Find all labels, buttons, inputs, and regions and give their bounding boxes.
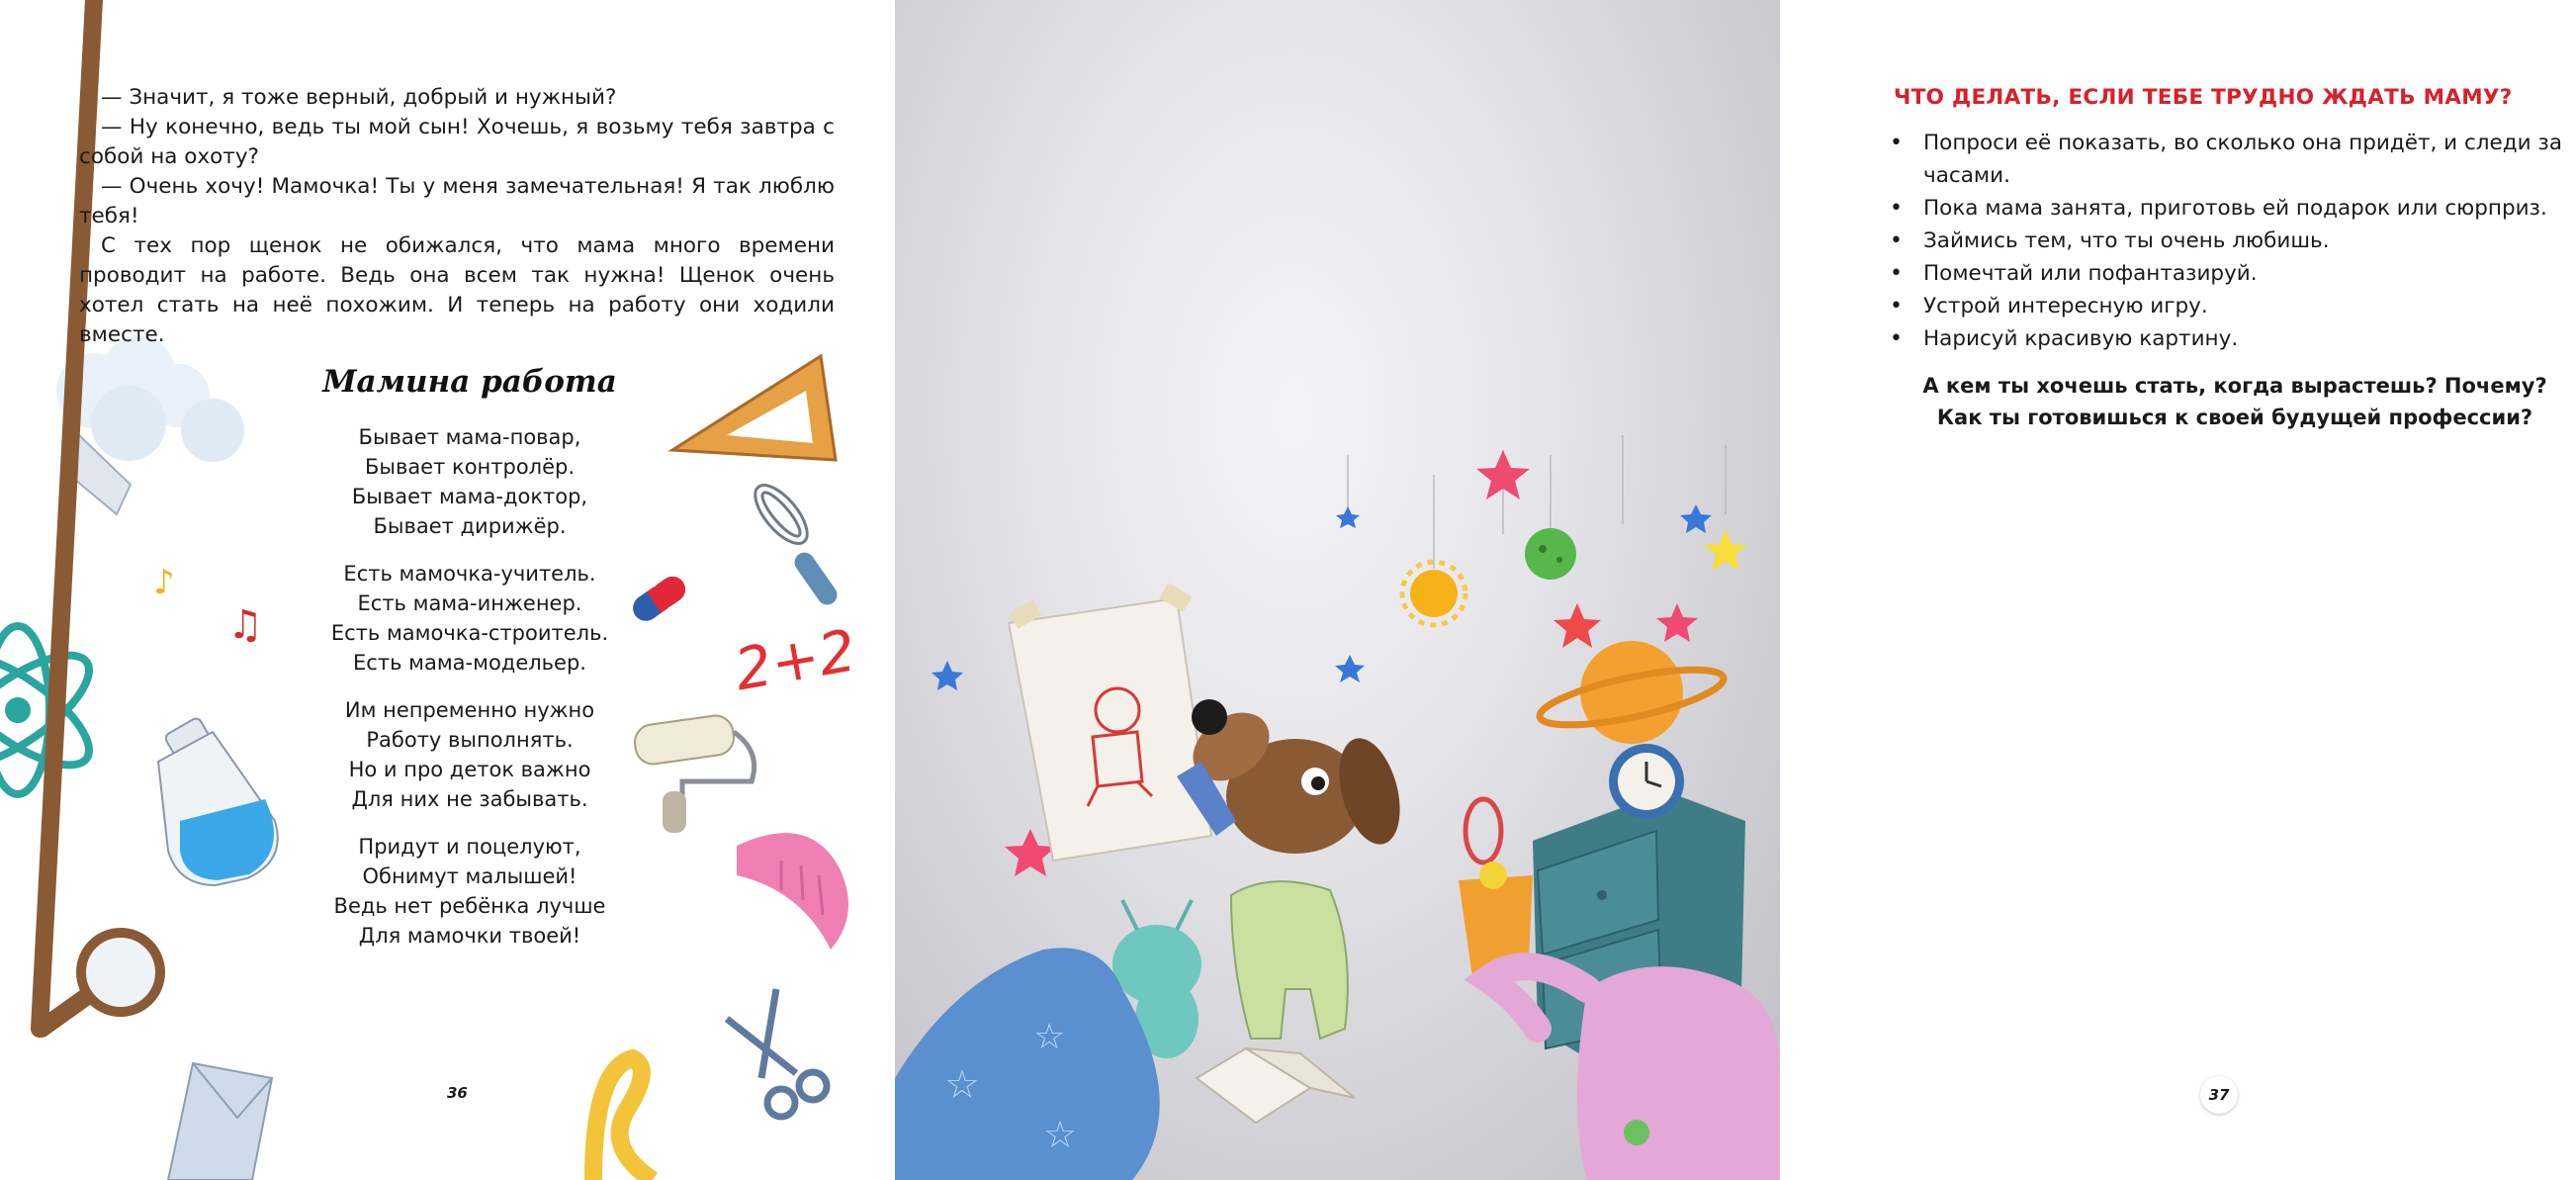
story-paragraph: С тех пор щенок не обижался, что мама много времени проводит на работе. Ведь она всем так нужна! Щенок очень хотел стать на неё похожим. И теперь на работу они ходили вместе.: [79, 233, 835, 347]
tips-list: [1888, 127, 2570, 355]
star-icon: [1335, 655, 1365, 682]
left-page: [0, 0, 895, 1180]
poem-line: Обнимут малышей!: [362, 864, 577, 888]
story-paragraph: — Значит, я тоже верный, добрый и нужный?: [101, 85, 617, 110]
poem-line: Для мамочки твоей!: [358, 924, 581, 948]
poem-line: Бывает дирижёр.: [373, 514, 567, 538]
poem-line: Для них не забывать.: [351, 787, 588, 811]
poem-line: Придут и поцелуют,: [358, 835, 581, 859]
list-item: • Попроси её показать, во сколько она придёт, и следи за часами.: [1888, 127, 2570, 192]
alarm-clock-icon: [1609, 744, 1684, 819]
poem-line: Есть мама-инженер.: [357, 591, 582, 615]
book-icon: [1197, 1048, 1355, 1123]
star-icon: [932, 661, 963, 690]
music-note-icon: ♫: [227, 602, 263, 648]
story-text: [79, 83, 835, 350]
poem-line: Но и про деток важно: [348, 758, 591, 781]
poem-line: Бывает мама-повар,: [358, 425, 581, 449]
list-item: • Устрой интересную игру.: [1888, 290, 2570, 322]
poem-line: Им непременно нужно: [344, 698, 595, 722]
sun-icon: [1402, 562, 1466, 625]
page-number: 36: [447, 1084, 468, 1102]
star-icon: [1680, 504, 1712, 533]
list-item: • Пока мама занята, приготовь ей подарок или сюрприз.: [1888, 192, 2570, 225]
story-paragraph: — Очень хочу! Мамочка! Ты у меня замечательная! Я так люблю тебя!: [79, 174, 835, 228]
star-icon: [1336, 506, 1360, 528]
poem-line: Есть мамочка-строитель.: [330, 621, 609, 645]
page-number: 37: [2200, 1076, 2238, 1114]
poem-line: Бывает контролёр.: [364, 455, 576, 479]
tips-title: ЧТО ДЕЛАТЬ, ЕСЛИ ТЕБЕ ТРУДНО ЖДАТЬ МАМУ?: [1894, 85, 2513, 110]
right-page-illustration: [895, 0, 1780, 1180]
question-line: А кем ты хочешь стать, когда вырастешь? Почему?: [1922, 374, 2547, 398]
right-page: [895, 0, 2563, 1180]
poem: [277, 422, 663, 968]
scissors-icon: [727, 989, 827, 1117]
comb-icon: [737, 833, 848, 950]
poem-line: Работу выполнять.: [366, 728, 574, 752]
poem-line: Бывает мама-доктор,: [351, 485, 588, 508]
poem-line: Есть мама-модельер.: [353, 651, 586, 675]
story-paragraph: — Ну конечно, ведь ты мой сын! Хочешь, я возьму тебя завтра с собой на охоту?: [79, 115, 835, 169]
discussion-question: [1894, 370, 2576, 433]
poem-stanza: [277, 695, 663, 814]
list-item: • Нарисуй красивую картину.: [1888, 322, 2570, 355]
chef-hat-icon: [56, 335, 244, 514]
poem-stanza: [277, 559, 663, 678]
math-label: 2+2: [730, 616, 861, 704]
svg-text:☆: ☆: [1043, 1113, 1078, 1156]
poem-stanza: [277, 422, 663, 541]
flask-icon: [158, 716, 278, 885]
poem-title: Мамина работа: [322, 364, 617, 400]
list-item: • Займись тем, что ты очень любишь.: [1888, 225, 2570, 257]
whisk-icon: [747, 477, 842, 608]
planet-icon: [1525, 528, 1576, 580]
star-icon: [1656, 603, 1698, 642]
triangle-ruler-icon: [672, 356, 836, 460]
list-item: • Помечтай или пофантазируй.: [1888, 257, 2570, 290]
elephant-toy: [1488, 966, 1780, 1180]
saturn-icon: [1536, 641, 1728, 744]
music-note-icon: ♪: [153, 563, 175, 602]
star-icon: [1554, 603, 1601, 648]
poem-stanza: [277, 832, 663, 951]
svg-text:☆: ☆: [1033, 1017, 1066, 1057]
measuring-tape-icon: [593, 1058, 653, 1180]
svg-text:☆: ☆: [944, 1062, 980, 1108]
envelope-icon: [168, 1063, 272, 1180]
drawing-paper: [1009, 583, 1211, 861]
poem-line: Есть мамочка-учитель.: [343, 562, 596, 586]
star-icon: [1704, 529, 1747, 571]
puppy-character: [1177, 698, 1410, 1039]
question-line: Как ты готовишься к своей будущей профессии?: [1936, 406, 2533, 429]
poem-line: Ведь нет ребёнка лучше: [333, 894, 606, 918]
